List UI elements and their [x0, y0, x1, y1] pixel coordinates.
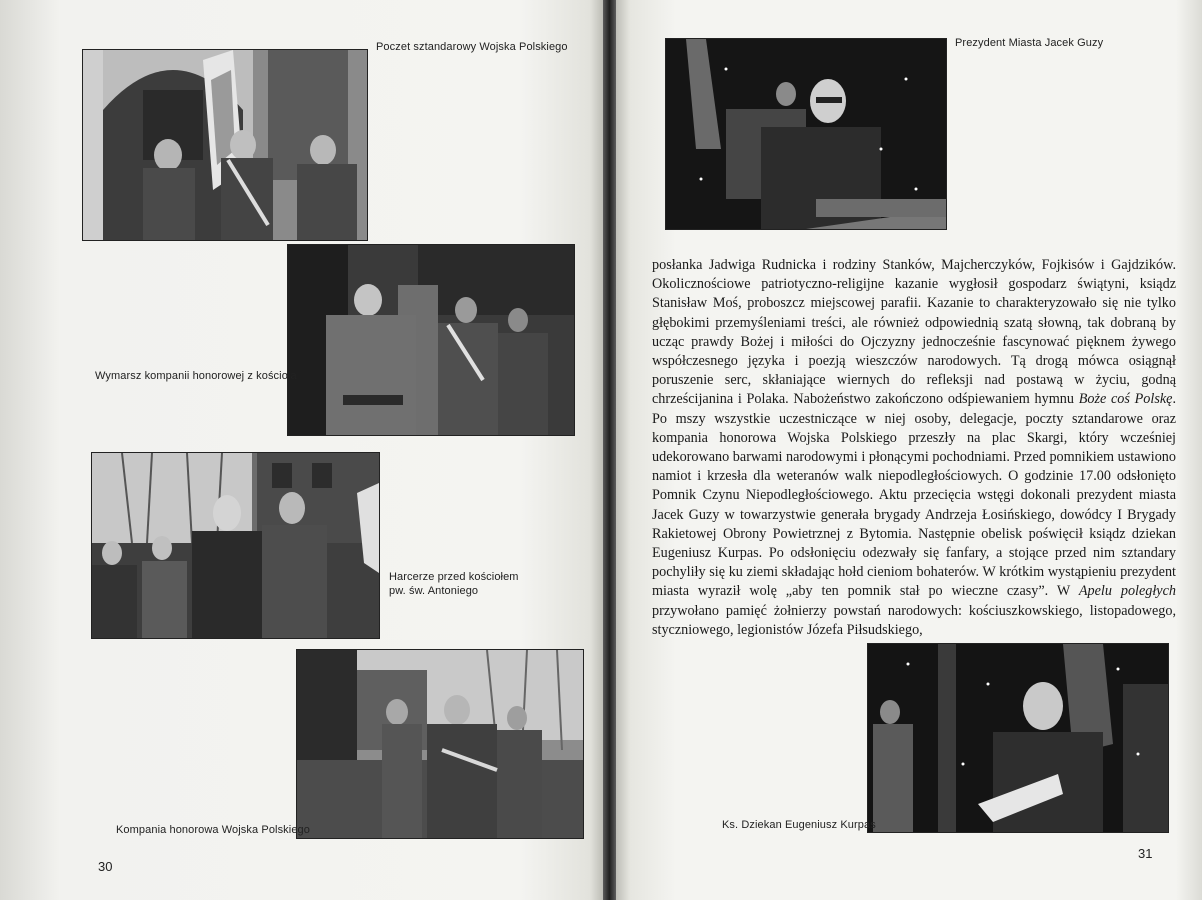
book-gutter [603, 0, 616, 900]
photo-dean-reading [867, 643, 1169, 833]
body-text-part-1: posłanka Jadwiga Rudnicka i rodziny Stanków, Majcherczyków, Fojkisów i Gajdzików. Okolicznościowe patriotyczno-religijne kazanie wygłosił gospodarz świątyni, ksiądz Stanisław Moś, proboszcz miejscowej parafii. Kazanie to charakteryzowało się nie tylko głębokimi przemyśleniami treści, ale również odpowiednią szatą słowną, tak dobraną by ucząc prawdy Bożej i miłości do Ojczyzny jednocześnie fascynować pięknem żywego współczesnego języka i poezją wieszczów narodowych. Tą drogą mówca osiągnął poruszenie serc, skłaniające wiernych do refleksji nad postawą w życiu, godną chrześcijanina i Polaka. Nabożeństwo zakończono odśpiewaniem hymnu [652, 257, 1176, 408]
caption-photo-3 [389, 570, 519, 598]
photo-color-guard [82, 49, 368, 241]
right-page [616, 0, 1202, 900]
photo-scouts [91, 452, 380, 639]
hymn-title: Boże coś Polskę [1078, 391, 1173, 408]
body-text-part-3: przywołano pamięć żołnierzy powstań narodowych: kościuszkowskiego, listopadowego, styczniowego, legionistów Józefa Piłsudskiego, [652, 602, 1176, 638]
body-text-part-2: . Po mszy wszystkie uczestniczące w niej osoby, delegacje, poczty sztandarowe oraz kompania honorowa Wojska Polskiego przeszły na plac Skargi, który wcześniej udekorowano barwami narodowymi i płonącymi pochodniami. Przed pomnikiem ustawiono namiot i krzesła dla weteranów walk niepodległościowych. O godzinie 17.00 odsłonięto Pomnik Czynu Niepodległościowego. Aktu przecięcia wstęgi dokonali prezydent miasta Jacek Guzy w towarzystwie generała brygady Andrzeja Łosińskiego, dowódcy I Brygady Rakietowej Obrony Powietrznej z Bytomia. Następnie obelisk poświęcił ksiądz dziekan Eugeniusz Kurpas. Po odsłonięciu odezwały się fanfary, a stojące przed nim sztandary pochyliły się ku ziemi składając hołd cieniom bohaterów. W krótkim wystąpieniu prezydent miasta wyraził wolę „aby ten pomnik stał po wieczne czasy”. W [652, 391, 1177, 600]
photo-honor-company [296, 649, 584, 839]
page-number-left: 30 [98, 859, 113, 874]
caption-mayor: Prezydent Miasta Jacek Guzy [955, 37, 1104, 49]
caption-photo-1: Poczet sztandarowy Wojska Polskiego [376, 41, 568, 53]
photo-company-leaving-church [287, 244, 575, 436]
body-text [652, 256, 1176, 640]
caption-photo-3-line2: pw. św. Antoniego [389, 585, 479, 597]
page-number-right: 31 [1138, 846, 1153, 861]
apel-title: Apelu poległych [1078, 583, 1176, 600]
caption-photo-2: Wymarsz kompanii honorowej z kościoła [95, 370, 297, 382]
photo-mayor-speech [665, 38, 947, 230]
body-paragraph [652, 256, 1176, 640]
caption-photo-4: Kompania honorowa Wojska Polskiego [116, 824, 310, 836]
caption-dean: Ks. Dziekan Eugeniusz Kurpas [722, 819, 876, 831]
caption-photo-3-line1: Harcerze przed kościołem [389, 571, 519, 583]
